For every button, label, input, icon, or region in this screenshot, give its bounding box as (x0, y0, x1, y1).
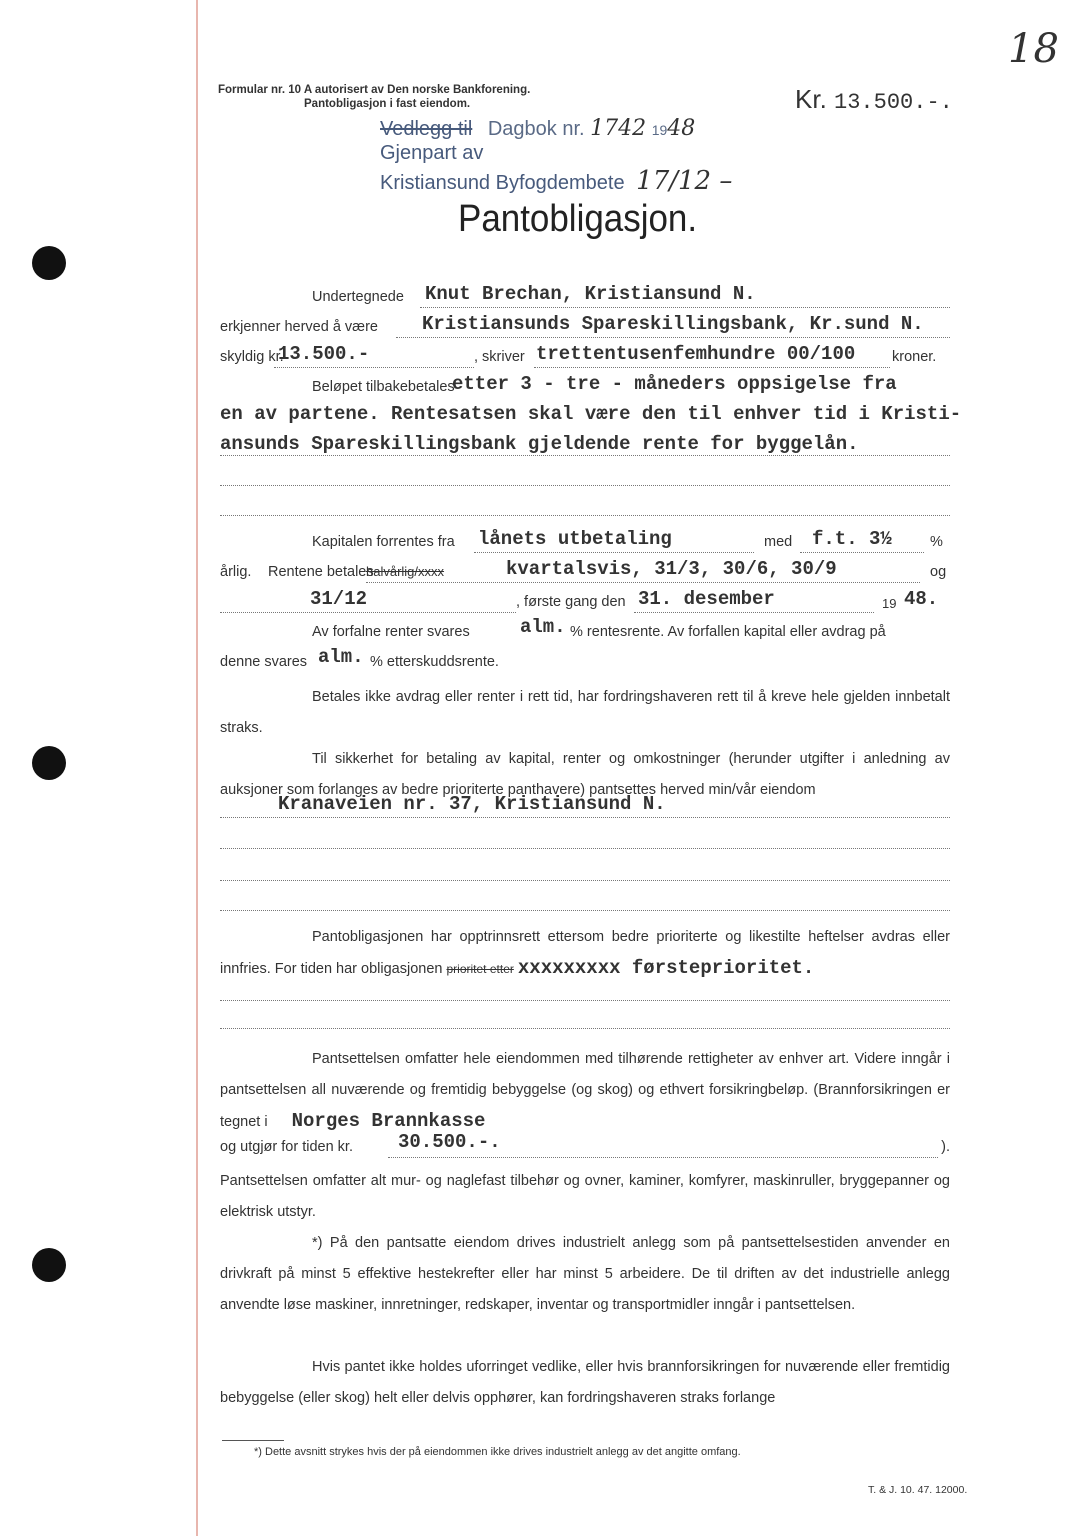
utgjor-underline (388, 1157, 938, 1158)
amount-header (795, 84, 953, 115)
kroner-label: kroner. (892, 349, 937, 365)
skriver-underline (534, 367, 890, 368)
document-title: Pantobligasjon. (458, 198, 698, 240)
blank-underline-5 (220, 910, 950, 911)
brann-value: Norges Brannkasse (291, 1110, 486, 1132)
undertegnede-value: Knut Brechan, Kristiansund N. (425, 283, 756, 305)
row-undertegnede (220, 283, 950, 313)
belopet-line-3: ansunds Spareskillingsbank gjeldende rente for byggelån. (220, 433, 859, 455)
row-blank-3 (220, 820, 950, 850)
footnote-rule (222, 1440, 284, 1441)
utgjor-value: 30.500.-. (398, 1131, 501, 1153)
rentene-struck: halvårlig/xxxx (366, 564, 445, 579)
pantsettelsen-text: Pantsettelsen omfatter hele eiendommen med tilhørende rettigheter av enhver art. Videre inngår i pantsettelsen all nuværende og fremtidig bebyggelse (og skog) og ethvert forsikringbeløp. (Brannforsikringen er tegnet i (220, 1051, 950, 1130)
denne-label-b: % etterskuddsrente. (370, 654, 499, 670)
og-label: og (930, 564, 947, 580)
arlig-label: årlig. (220, 564, 252, 580)
forfalne-label-b: % rentesrente. Av forfallen kapital eller avdrag på (570, 624, 886, 640)
blank-underline-4 (220, 880, 950, 881)
row-forfalne (220, 618, 950, 648)
pct-label: % (930, 534, 943, 550)
rentene2-underline (220, 612, 516, 613)
stamp-gjenpart: Gjenpart av (380, 142, 484, 164)
row-skyldig (220, 343, 950, 373)
rentene-value-2: 31/12 (310, 588, 368, 610)
blank-underline-2 (220, 515, 950, 516)
industri-paragraph: *) På den pantsatte eiendom drives industrielt anlegg som på pantsettelsestiden anvender en drivkraft på minst 5 effektive hestekrefter eller har minst 5 arbeidere. De til driften av det industrielle anlegg anvendte løse maskiner, innretninger, redskaper, inventar og transportmidler inngår i pantsettelsen. (220, 1235, 950, 1313)
skyldig-label: skyldig kr. (220, 349, 284, 365)
sikkerhet-paragraph: Til sikkerhet for betaling av kapital, renter og omkostninger (herunder utgifter i anledning av auksjoner som forlanges av bedre prioriterte panthavere) pantsettes herved min/vår eiendom (220, 751, 950, 798)
stamp-year-print: 19 (651, 122, 668, 138)
row-blank-1 (220, 463, 950, 493)
form-identifier (218, 83, 530, 111)
med-label: med (764, 534, 793, 550)
stamp-dagbok: Dagbok nr. (487, 118, 585, 140)
belopet-underline-3 (220, 455, 950, 456)
prioritet-struck: prioritet etter (446, 962, 514, 976)
prioritet-text: Pantobligasjonen har opptrinnsrett ettersom bedre prioriterte og likestilte heftelser avdras eller innfries. For tiden har obligasjonen (220, 929, 950, 977)
formular-line-1: Formular nr. 10 A autorisert av Den norske Bankforening. (218, 84, 531, 96)
skriver-label: , skriver (474, 349, 525, 365)
row-kapitalen (220, 528, 950, 558)
year-prefix: 19 (882, 596, 897, 611)
row-blank-5 (220, 882, 950, 912)
punch-hole-top (32, 246, 66, 280)
row-utgjor (220, 1133, 950, 1163)
stamp-year-hand: 48 (667, 116, 696, 141)
denne-label-a: denne svares (220, 654, 308, 670)
tilbehor-paragraph: Pantsettelsen omfatter alt mur- og naglefast tilbehør og ovner, kaminer, komfyrer, maskinruller, bryggepanner og elektrisk utstyr. (220, 1173, 950, 1220)
forste-value: 31. desember (638, 588, 775, 610)
row-eiendom (220, 793, 950, 823)
formular-line-2: Pantobligasjon i fast eiendom. (304, 98, 471, 110)
rentene-label: Rentene betales (268, 564, 374, 580)
stamp-dagbok-number: 1742 (590, 116, 647, 141)
skyldig-underline (274, 367, 474, 368)
kapitalen-underline (474, 552, 754, 553)
row-blank-6 (220, 972, 950, 1002)
erkjenner-underline (396, 337, 950, 338)
rate-underline (800, 552, 924, 553)
stamp-office: Kristiansund Byfogdembete (380, 172, 625, 194)
belopet-line-1: etter 3 - tre - måneders oppsigelse fra (452, 373, 897, 395)
undertegnede-underline (420, 307, 950, 308)
eiendom-value: Kranaveien nr. 37, Kristiansund N. (278, 793, 666, 815)
row-belopet-2 (220, 403, 962, 433)
row-belopet-3 (220, 433, 950, 463)
row-forste (220, 588, 950, 618)
rentene-underline (366, 582, 920, 583)
stamp-line-3 (380, 166, 732, 196)
prioritet-value: xxxxxxxxx førsteprioritet. (517, 957, 815, 979)
kr-amount: 13.500.-. (834, 90, 953, 115)
margin-rule (196, 0, 198, 1536)
stamp-vedlegg: Vedlegg til (380, 118, 473, 140)
row-rentene (220, 558, 950, 588)
row-blank-2 (220, 493, 950, 523)
kapitalen-label: Kapitalen forrentes fra (312, 534, 455, 550)
pantsettelsen-paragraph (220, 1044, 950, 1138)
row-erkjenner (220, 313, 950, 343)
erkjenner-label: erkjenner herved å være (220, 319, 378, 335)
forfalne-value: alm. (520, 616, 566, 638)
hvis-paragraph: Hvis pantet ikke holdes uforringet vedlike, eller hvis brannforsikringen for nuværende eller fremtidig bebyggelse (eller skog) helt eller delvis opphører, kan fordringshaveren straks forlange (220, 1359, 950, 1406)
skyldig-value: 13.500.- (278, 343, 370, 365)
betales-paragraph: Betales ikke avdrag eller renter i rett tid, har fordringshaveren rett til å kreve hele gjelden innbetalt straks. (220, 689, 950, 736)
print-code: T. & J. 10. 47. 12000. (868, 1484, 968, 1496)
row-denne (220, 648, 950, 678)
punch-hole-bottom (32, 1248, 66, 1282)
forste-label: , første gang den (516, 594, 626, 610)
punch-hole-middle (32, 746, 66, 780)
stamp-line-1 (380, 116, 695, 141)
rentene-value: kvartalsvis, 31/3, 30/6, 30/9 (506, 558, 837, 580)
stamp-date: 17/12 – (636, 166, 733, 196)
belopet-line-2: en av partene. Rentesatsen skal være den til enhver tid i Kristi- (220, 403, 962, 425)
forste-underline (634, 612, 874, 613)
blank-underline-7 (220, 1028, 950, 1029)
forfalne-label-a: Av forfalne renter svares (312, 624, 470, 640)
belopet-label: Beløpet tilbakebetales (312, 379, 455, 395)
denne-value: alm. (318, 646, 364, 668)
utgjor-label: og utgjør for tiden kr. (220, 1139, 353, 1155)
year-value: 48. (904, 588, 939, 610)
skriver-value: trettentusenfemhundre 00/100 (536, 343, 856, 365)
rate-value: f.t. 3½ (812, 528, 892, 550)
page-number: 18 (1008, 26, 1059, 72)
eiendom-underline (220, 817, 950, 818)
kr-label: Kr. (795, 84, 827, 114)
utgjor-end: ). (941, 1139, 950, 1155)
row-belopet (220, 373, 950, 403)
kapitalen-value: lånets utbetaling (478, 528, 672, 550)
blank-underline-1 (220, 485, 950, 486)
footnote: *) Dette avsnitt strykes hvis der på eiendommen ikke drives industrielt anlegg av det angitte omfang. (254, 1446, 741, 1458)
erkjenner-value: Kristiansunds Spareskillingsbank, Kr.sund N. (422, 313, 924, 335)
blank-underline-3 (220, 848, 950, 849)
row-blank-4 (220, 852, 950, 882)
undertegnede-label: Undertegnede (312, 289, 404, 305)
row-blank-7 (220, 1000, 950, 1030)
